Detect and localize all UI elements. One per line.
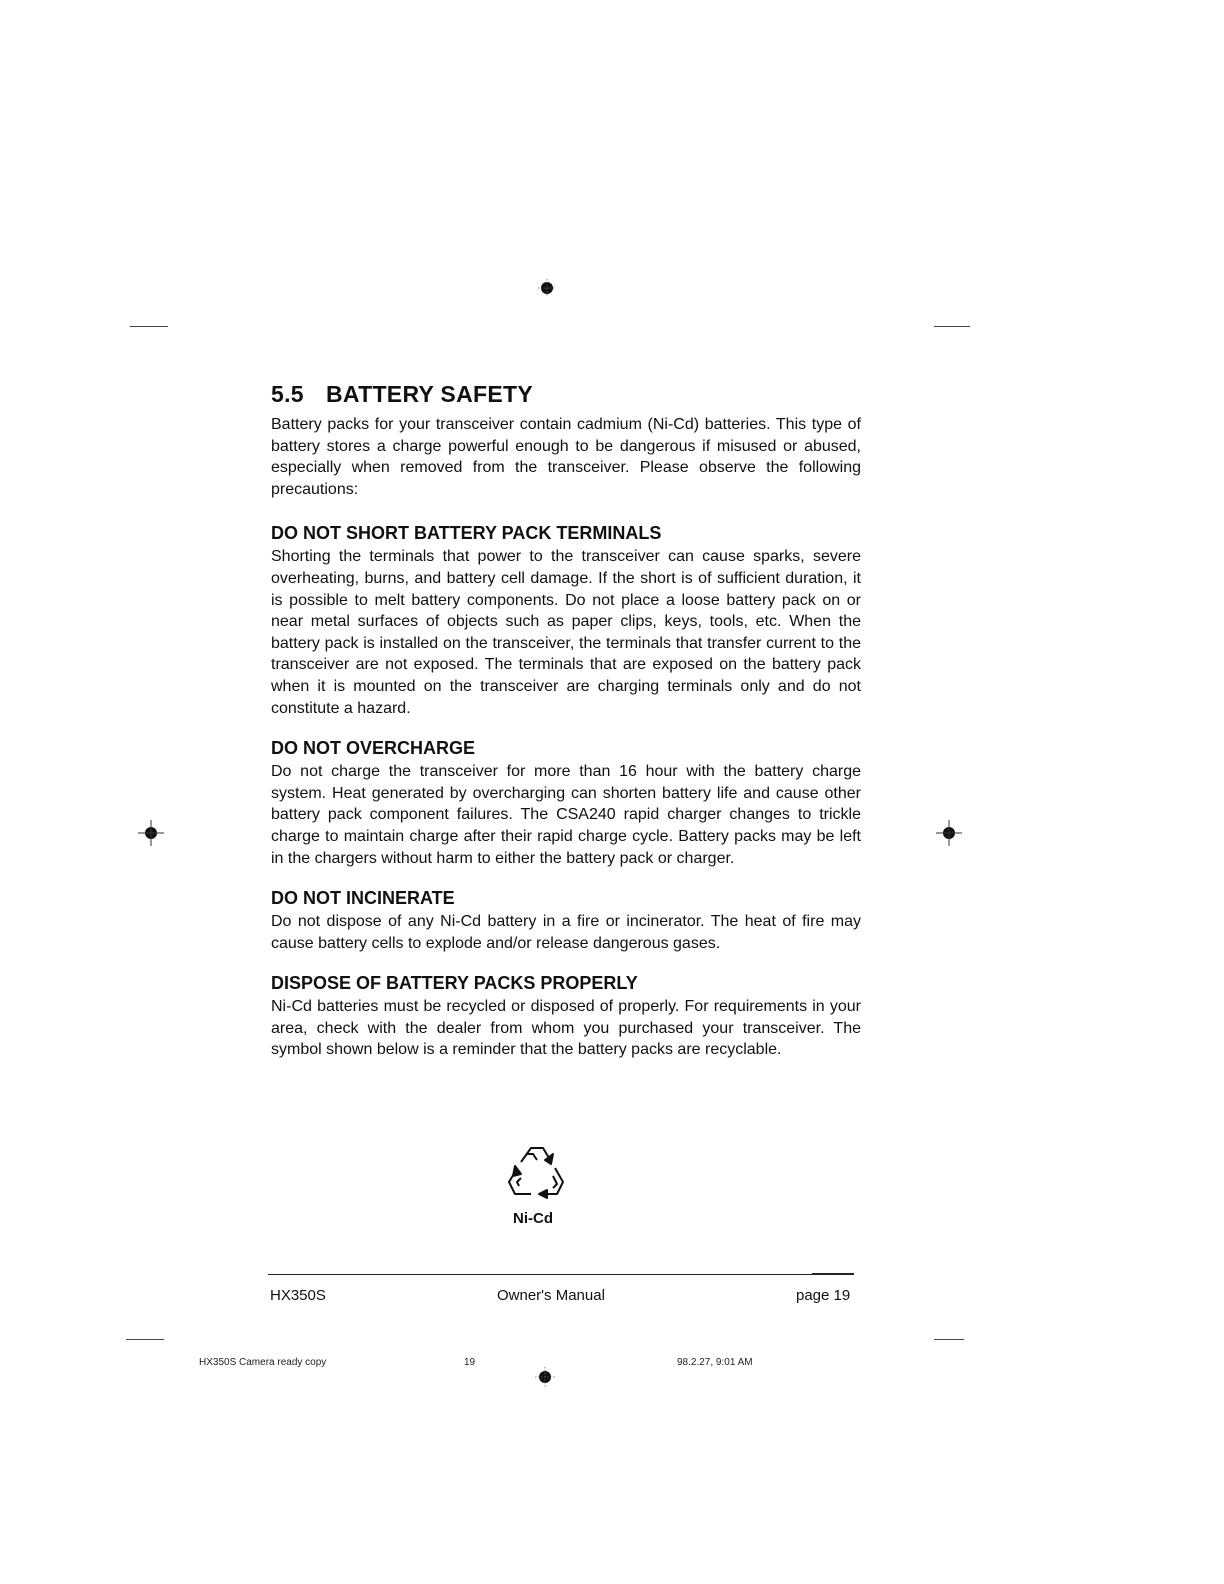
registration-mark-icon — [136, 818, 166, 848]
subsection-body: Do not charge the transceiver for more than 16 hour with the battery charge system. Heat generated by overcharging can shorten battery life and cause other battery pack component failures. The CSA240 rapid charger changes to trickle charge to maintain charge after their rapid charge cycle. Battery packs may be left in the chargers without harm to either the battery pack or charger. — [271, 763, 861, 867]
crop-mark — [934, 326, 970, 327]
footer-rule-accent — [812, 1273, 854, 1275]
subsection-heading: DO NOT INCINERATE — [271, 888, 455, 909]
recycle-label: Ni-Cd — [513, 1210, 553, 1227]
subsection-incinerate — [271, 887, 861, 954]
registration-mark-icon — [934, 818, 964, 848]
section-title — [271, 380, 861, 408]
footer-rule — [268, 1274, 854, 1275]
section-intro: Battery packs for your transceiver contain cadmium (Ni-Cd) batteries. This type of battery stores a charge powerful enough to be dangerous if misused or abused, especially when removed from the transceiver. Please observe the following precautions: — [271, 416, 861, 498]
subsection-body: Do not dispose of any Ni-Cd battery in a fire or incinerator. The heat of fire may cause battery cells to explode and/or release dangerous gases. — [271, 913, 861, 952]
recycle-icon — [493, 1140, 573, 1210]
slug-timestamp: 98.2.27, 9:01 AM — [677, 1357, 753, 1368]
main-content — [271, 380, 861, 1079]
crop-mark — [934, 1339, 964, 1340]
registration-mark-icon — [530, 1362, 560, 1392]
footer-page-number: page 19 — [796, 1287, 851, 1304]
crop-mark — [126, 1339, 164, 1340]
section-number: 5.5 — [271, 381, 304, 407]
slug-page-number: 19 — [464, 1357, 476, 1368]
slug-file-name: HX350S Camera ready copy — [199, 1357, 327, 1368]
registration-mark-icon — [532, 273, 562, 303]
subsection-overcharge — [271, 737, 861, 869]
subsection-heading: DISPOSE OF BATTERY PACKS PROPERLY — [271, 973, 638, 994]
subsection-body: Ni-Cd batteries must be recycled or disposed of properly. For requirements in your area, check with the dealer from whom you purchased your transceiver. The symbol shown below is a reminder that the battery packs are recyclable. — [271, 998, 861, 1059]
subsection-heading: DO NOT OVERCHARGE — [271, 738, 476, 759]
section-heading: BATTERY SAFETY — [326, 381, 533, 407]
footer-manual-title: Owner's Manual — [497, 1287, 605, 1304]
recycle-symbol — [493, 1140, 573, 1230]
footer-model: HX350S — [270, 1287, 326, 1304]
subsection-heading: DO NOT SHORT BATTERY PACK TERMINALS — [271, 523, 662, 544]
crop-mark — [130, 326, 168, 327]
subsection-short-terminals — [271, 522, 861, 719]
subsection-dispose — [271, 972, 861, 1061]
subsection-body: Shorting the terminals that power to the transceiver can cause sparks, severe overheating, burns, and battery cell damage. If the short is of sufficient duration, it is possible to melt battery components. Do not place a loose battery pack on or near metal surfaces of objects such as paper clips, keys, tools, etc. When the battery pack is installed on the transceiver, the terminals that transfer current to the transceiver are not exposed. The terminals that are exposed on the battery pack when it is mounted on the transceiver are charging terminals only and do not constitute a hazard. — [271, 548, 861, 717]
